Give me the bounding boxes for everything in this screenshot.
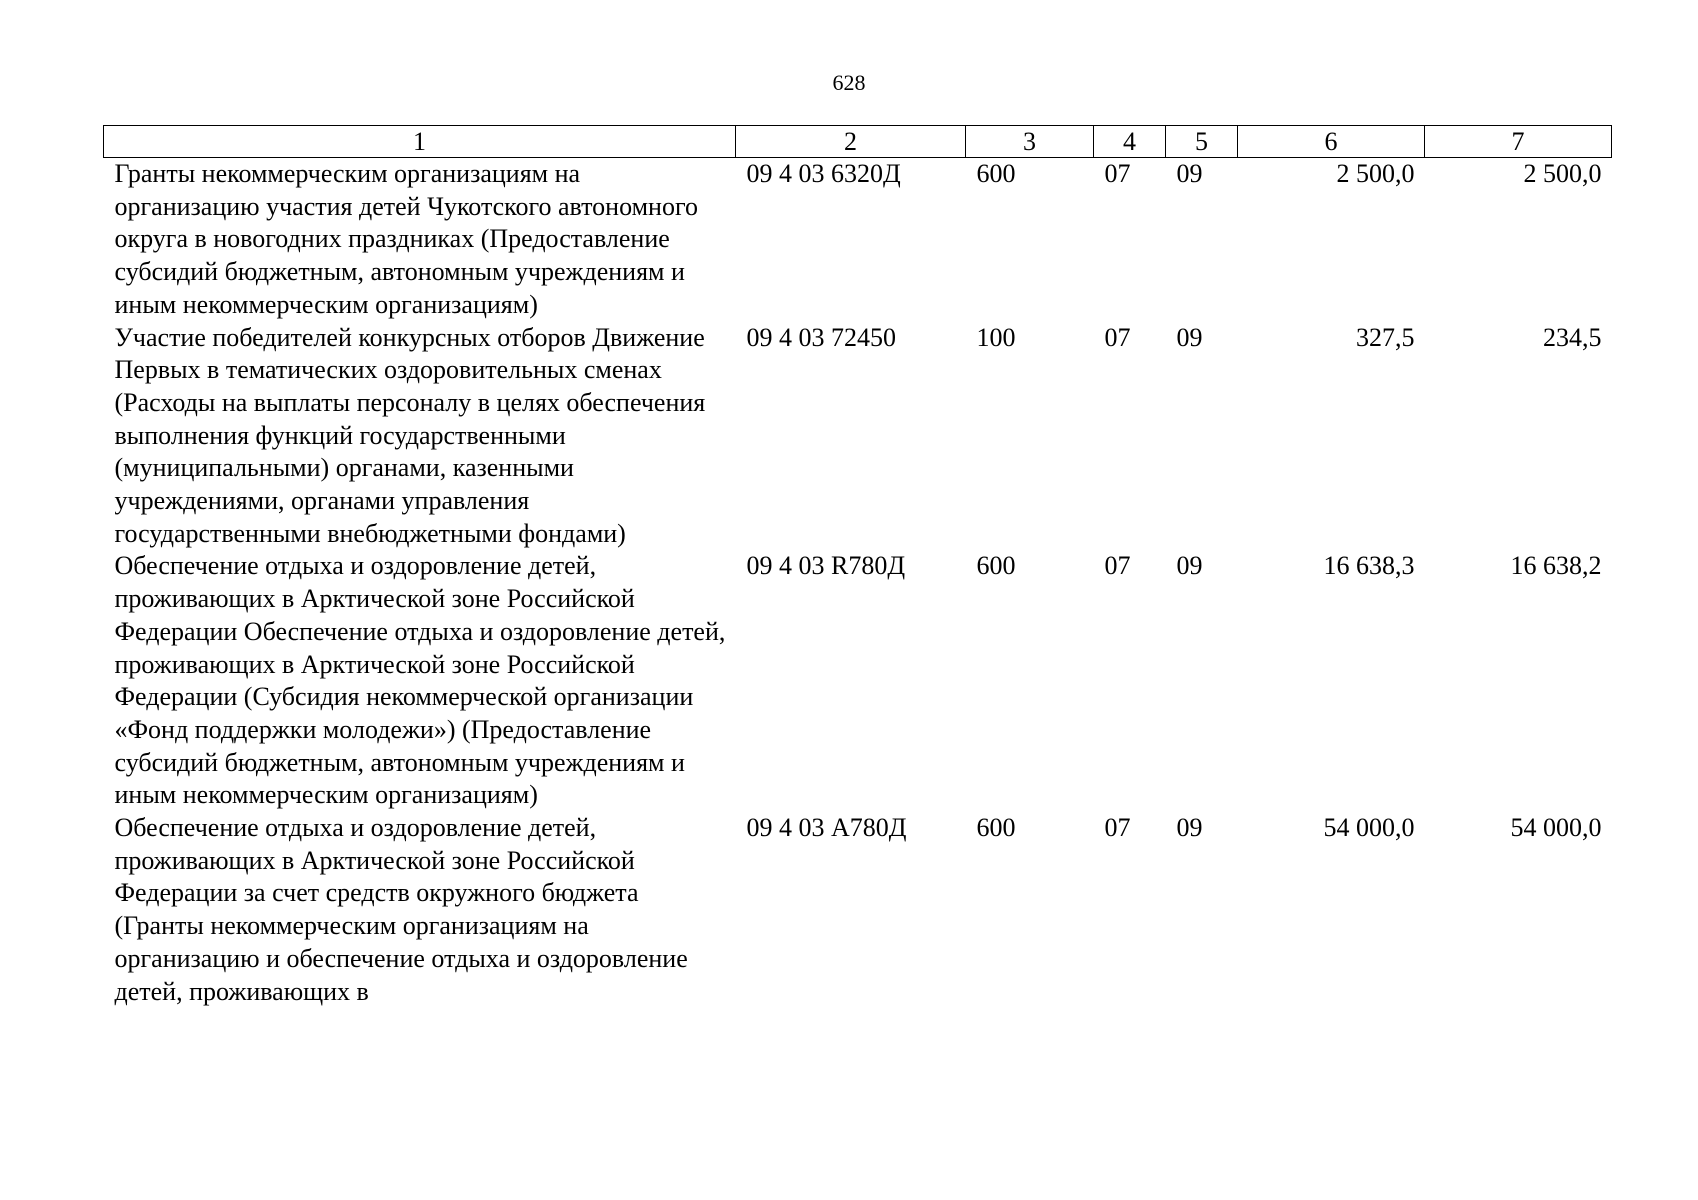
expense-type-code: 100 (976, 322, 1016, 352)
amount-column-6: 54 000,0 (1323, 813, 1415, 843)
amount-column-6: 16 638,3 (1323, 551, 1415, 581)
amount-column-7: 2 500,0 (1523, 159, 1602, 188)
subsection-code: 09 (1176, 551, 1203, 581)
column-header-7: 7 (1425, 126, 1612, 158)
expense-type-code: 600 (976, 813, 1016, 843)
table-body (104, 158, 1612, 1009)
table-row (104, 812, 1612, 1008)
section-code: 07 (1104, 813, 1131, 843)
amount-column-7: 16 638,2 (1510, 551, 1602, 581)
section-code: 07 (1104, 551, 1131, 581)
target-article-code: 09 4 03 6320Д (746, 159, 901, 188)
expense-type-code: 600 (976, 159, 1016, 188)
expense-name: Участие победителей конкурсных отборов Движение Первых в тематических оздоровительных сменах (Расходы на выплаты персоналу в целях обеспечения выполнения функций государственными (муниципальными) органами, казенными учреждениями, органами управления государственными внебюджетными фондами) (114, 322, 706, 548)
section-code: 07 (1104, 322, 1131, 352)
amount-column-6: 2 500,0 (1336, 159, 1415, 188)
column-header-4: 4 (1094, 126, 1166, 158)
amount-column-7: 54 000,0 (1510, 813, 1602, 843)
column-header-5: 5 (1166, 126, 1238, 158)
column-header-3: 3 (966, 126, 1094, 158)
table-row (104, 158, 1612, 322)
subsection-code: 09 (1176, 322, 1203, 352)
budget-table (103, 125, 1612, 1008)
section-code: 07 (1104, 159, 1131, 188)
page-number: 628 (832, 70, 866, 95)
expense-name: Обеспечение отдыха и оздоровление детей, проживающих в Арктической зоне Российской Федерации Обеспечение отдыха и оздоровление детей, проживающих в Арктической зоне Российской Федерации (Субсидия некоммерческой организации «Фонд поддержки молодежи») (Предоставление субсидий бюджетным, автономным учреждениям и иным некоммерческим организациям) (114, 551, 726, 810)
target-article-code: 09 4 03 R780Д (746, 551, 906, 581)
expense-type-code: 600 (976, 551, 1016, 581)
expense-name: Гранты некоммерческим организациям на организацию участия детей Чукотского автономного округа в новогодних праздниках (Предоставление субсидий бюджетным, автономным учреждениям и иным некоммерческим организациям) (114, 159, 698, 319)
expense-name: Обеспечение отдыха и оздоровление детей, проживающих в Арктической зоне Российской Федерации за счет средств окружного бюджета (Гранты некоммерческим организациям на организацию и обеспечение отдыха и оздоровление детей, проживающих в (114, 813, 688, 1006)
subsection-code: 09 (1176, 159, 1203, 188)
column-header-1: 1 (104, 126, 736, 158)
column-header-2: 2 (736, 126, 966, 158)
target-article-code: 09 4 03 72450 (746, 322, 896, 352)
target-article-code: 09 4 03 А780Д (746, 813, 907, 843)
header-row (104, 126, 1612, 158)
table-row (104, 550, 1612, 812)
subsection-code: 09 (1176, 813, 1203, 843)
column-header-6: 6 (1238, 126, 1425, 158)
amount-column-7: 234,5 (1543, 322, 1602, 352)
table-header (104, 126, 1612, 158)
table-row (104, 322, 1612, 551)
amount-column-6: 327,5 (1356, 322, 1415, 352)
